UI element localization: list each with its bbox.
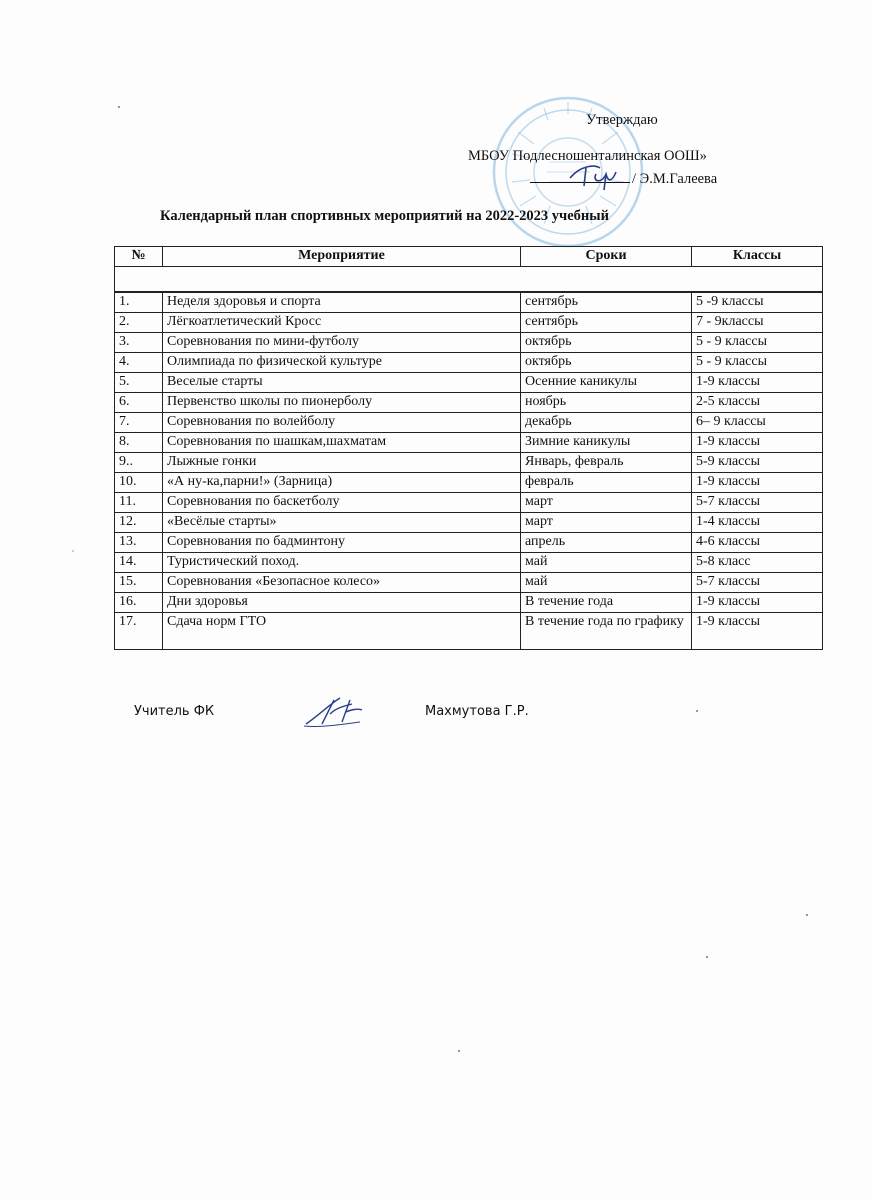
- cell-grades: 2-5 классы: [692, 393, 823, 413]
- scan-speck: [706, 956, 708, 958]
- cell-event: Соревнования по мини-футболу: [163, 333, 521, 353]
- approval-signature-line: [530, 170, 717, 188]
- cell-period: декабрь: [521, 413, 692, 433]
- cell-number: 8.: [115, 433, 163, 453]
- cell-period: май: [521, 573, 692, 593]
- table-row: [115, 453, 823, 473]
- table-row: [115, 533, 823, 553]
- cell-grades: 1-4 классы: [692, 513, 823, 533]
- cell-event: Туристический поход.: [163, 553, 521, 573]
- cell-period: октябрь: [521, 353, 692, 373]
- header-number: №: [115, 247, 163, 267]
- cell-number: 4.: [115, 353, 163, 373]
- cell-event: Соревнования по волейболу: [163, 413, 521, 433]
- cell-number: 12.: [115, 513, 163, 533]
- table-row: [115, 593, 823, 613]
- cell-period: апрель: [521, 533, 692, 553]
- cell-number: 5.: [115, 373, 163, 393]
- empty-cell: [115, 267, 823, 293]
- scan-speck: [458, 1050, 460, 1052]
- events-table: [114, 246, 823, 650]
- cell-period: В течение года: [521, 593, 692, 613]
- cell-grades: 7 - 9классы: [692, 313, 823, 333]
- header-period: Сроки: [521, 247, 692, 267]
- teacher-signature-icon: [300, 694, 366, 730]
- signature-underline: [530, 170, 630, 183]
- cell-grades: 1-9 классы: [692, 473, 823, 493]
- cell-number: 7.: [115, 413, 163, 433]
- cell-grades: 5 - 9 классы: [692, 353, 823, 373]
- cell-event: Первенство школы по пионерболу: [163, 393, 521, 413]
- header-event: Мероприятие: [163, 247, 521, 267]
- cell-event: «А ну-ка,парни!» (Зарница): [163, 473, 521, 493]
- approval-title: Утверждаю: [586, 112, 658, 128]
- table-row: [115, 413, 823, 433]
- cell-number: 2.: [115, 313, 163, 333]
- cell-event: Соревнования по бадминтону: [163, 533, 521, 553]
- table-row: [115, 333, 823, 353]
- cell-number: 9..: [115, 453, 163, 473]
- cell-period: Зимние каникулы: [521, 433, 692, 453]
- scan-speck: [806, 914, 808, 916]
- cell-number: 16.: [115, 593, 163, 613]
- scan-speck: [72, 550, 74, 552]
- cell-event: Соревнования «Безопасное колесо»: [163, 573, 521, 593]
- cell-number: 3.: [115, 333, 163, 353]
- cell-grades: 5-9 классы: [692, 453, 823, 473]
- teacher-label: Учитель ФК: [134, 704, 215, 719]
- scan-speck: [118, 106, 120, 108]
- cell-grades: 1-9 классы: [692, 613, 823, 650]
- cell-grades: 5 -9 классы: [692, 292, 823, 313]
- table-row: [115, 393, 823, 413]
- cell-event: Соревнования по баскетболу: [163, 493, 521, 513]
- cell-period: ноябрь: [521, 393, 692, 413]
- cell-event: Лыжные гонки: [163, 453, 521, 473]
- cell-number: 1.: [115, 292, 163, 313]
- cell-number: 17.: [115, 613, 163, 650]
- cell-event: Сдача норм ГТО: [163, 613, 521, 650]
- cell-grades: 6– 9 классы: [692, 413, 823, 433]
- cell-period: сентябрь: [521, 292, 692, 313]
- scan-speck: [696, 710, 698, 712]
- table-row: [115, 433, 823, 453]
- cell-number: 11.: [115, 493, 163, 513]
- approval-school: МБОУ Подлесношенталинская ООШ»: [468, 148, 707, 164]
- cell-event: Соревнования по шашкам,шахматам: [163, 433, 521, 453]
- cell-number: 10.: [115, 473, 163, 493]
- table-header-row: [115, 247, 823, 267]
- cell-number: 6.: [115, 393, 163, 413]
- cell-grades: 5 - 9 классы: [692, 333, 823, 353]
- cell-period: февраль: [521, 473, 692, 493]
- cell-period: май: [521, 553, 692, 573]
- table-row: [115, 292, 823, 313]
- header-grades: Классы: [692, 247, 823, 267]
- cell-number: 15.: [115, 573, 163, 593]
- cell-event: «Весёлые старты»: [163, 513, 521, 533]
- table-row: [115, 313, 823, 333]
- cell-period: Январь, февраль: [521, 453, 692, 473]
- cell-period: октябрь: [521, 333, 692, 353]
- director-name: / Э.М.Галеева: [632, 171, 718, 187]
- cell-grades: 5-8 класс: [692, 553, 823, 573]
- cell-grades: 4-6 классы: [692, 533, 823, 553]
- cell-period: В течение года по графику: [521, 613, 692, 650]
- table-row: [115, 553, 823, 573]
- cell-period: март: [521, 513, 692, 533]
- table-row: [115, 573, 823, 593]
- cell-period: март: [521, 493, 692, 513]
- cell-event: Веселые старты: [163, 373, 521, 393]
- document-title: Календарный план спортивных мероприятий на 2022-2023 учебный: [160, 208, 609, 224]
- cell-grades: 1-9 классы: [692, 433, 823, 453]
- table-row: [115, 493, 823, 513]
- table-row: [115, 373, 823, 393]
- cell-event: Неделя здоровья и спорта: [163, 292, 521, 313]
- teacher-name: Махмутова Г.Р.: [425, 704, 529, 719]
- cell-grades: 1-9 классы: [692, 593, 823, 613]
- table-row: [115, 353, 823, 373]
- cell-grades: 5-7 классы: [692, 573, 823, 593]
- cell-period: сентябрь: [521, 313, 692, 333]
- table-row: [115, 513, 823, 533]
- cell-grades: 5-7 классы: [692, 493, 823, 513]
- table-empty-row: [115, 267, 823, 293]
- cell-number: 14.: [115, 553, 163, 573]
- cell-event: Лёгкоатлетический Кросс: [163, 313, 521, 333]
- cell-event: Дни здоровья: [163, 593, 521, 613]
- cell-event: Олимпиада по физической культуре: [163, 353, 521, 373]
- cell-grades: 1-9 классы: [692, 373, 823, 393]
- cell-period: Осенние каникулы: [521, 373, 692, 393]
- table-row: [115, 613, 823, 650]
- table-row: [115, 473, 823, 493]
- cell-number: 13.: [115, 533, 163, 553]
